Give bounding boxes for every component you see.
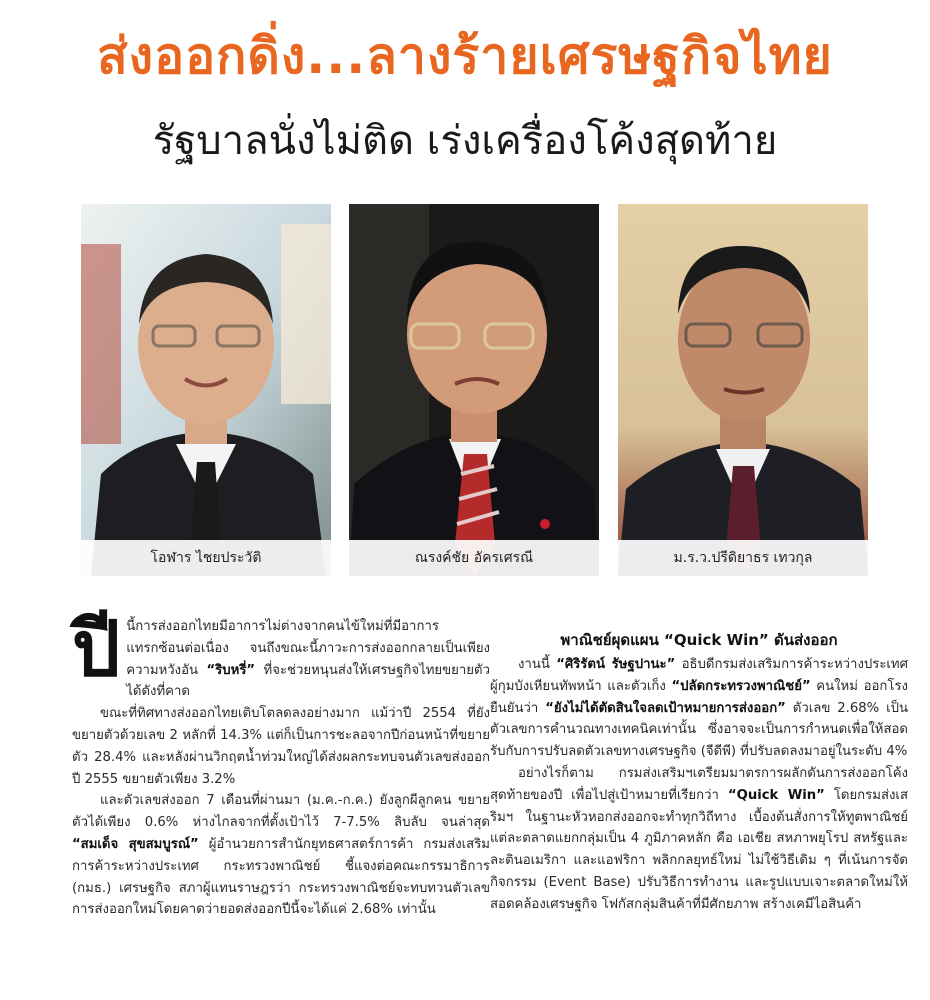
- text-run: คนใหม่ ออกโรงยืนยันว่า: [490, 678, 908, 716]
- text-run: โดยกรมส่งเสริมฯ ในฐานะหัวหอกส่งออกจะทำทุกวิถีทาง เบื้องต้นสั่งการให้ทูตพาณิชย์แต่ละตลาดแยกกลุ่มเป็น 4 ภูมิภาคหลัก คือ เอเชีย สหภาพยุโรป สหรัฐและละตินอเมริกา และแอฟริกา พลิกกลยุทธ์ใหม่ ไม่ใช้วิธีเดิม ๆ ที่เน้นการจัดกิจกรรม (Event Base) ปรับวิธีการทำงาน และรูปแบบเจาะตลาดใหม่ให้สอดคล้องเศรษฐกิจ โฟกัสกลุ่มสินค้าที่มีศักยภาพ สร้างเคมีไอสินค้า: [490, 787, 908, 912]
- article-paragraph: [490, 654, 908, 763]
- emphasis-text: “ริบหรี่”: [206, 662, 256, 678]
- portrait-image: [81, 204, 331, 576]
- section-heading: พาณิชย์ผุดแผน “Quick Win” ดันส่งออก: [560, 631, 838, 649]
- emphasis-text: “Quick Win”: [727, 787, 825, 803]
- photo-narongchai: [349, 204, 599, 576]
- text-run: ที่จะช่วยหนุนส่งให้เศรษฐกิจไทยขยายตัวได้ดังที่คาด: [126, 662, 490, 700]
- article-left-column: [72, 604, 490, 921]
- photo-caption: ณรงค์ชัย อัครเศรณี: [349, 540, 599, 576]
- article-paragraph: [490, 763, 908, 916]
- photo-caption: ม.ร.ว.ปรีดิยาธร เทวกุล: [618, 540, 868, 576]
- text-run: นี้การส่งออกไทยมีอาการไม่ต่างจากคนไข้ใหม่ที่มีอาการแทรกซ้อนต่อเนื่อง จนถึงขณะนี้ภาวะการส่งออกกลายเป็นเพียงความหวังอัน: [126, 619, 490, 678]
- text-run: งานนี้: [518, 657, 557, 672]
- article-right-column: [490, 628, 908, 916]
- photo-olarn: [81, 204, 331, 576]
- portrait-image: [618, 204, 868, 576]
- headline: ส่งออกดิ่ง...ลางร้ายเศรษฐกิจไทย: [97, 27, 833, 85]
- subheadline: รัฐบาลนั่งไม่ติด เร่งเครื่องโค้งสุดท้าย: [152, 118, 778, 164]
- emphasis-text: “ปลัดกระทรวงพาณิชย์”: [671, 678, 811, 694]
- text-run: อธิบดีกรมส่งเสริมการค้าระหว่างประเทศ ผู้กุมบังเหียนทัพหน้า และตัวเก็ง: [490, 657, 908, 694]
- article-paragraph: ขณะที่ทิศทางส่งออกไทยเติบโตลดลงอย่างมาก แม้ว่าปี 2554 ที่ยังขยายตัวด้วยเลข 2 หลักที่ 14.3% แต่ก็เป็นการชะลอจากปีก่อนหน้าที่ขยายตัว 28.4% และหลังผ่านวิกฤตน้ำท่วมใหญ่ได้ส่งผลกระทบจนตัวเลขส่งออกปี 2555 ขยายตัวเพียง 3.2%: [72, 706, 490, 787]
- article-paragraph: [72, 604, 490, 703]
- text-run: อย่างไรก็ตาม กรมส่งเสริมฯเตรียมมาตรการผลักดันการส่งออกโค้งสุดท้ายของปี เพื่อไปสู่เป้าหมายที่เรียกว่า: [490, 765, 908, 803]
- drop-cap: ปี: [72, 604, 121, 693]
- article-paragraph: [72, 790, 490, 921]
- emphasis-text: “ยังไม่ได้ตัดสินใจลดเป้าหมายการส่งออก”: [545, 700, 786, 716]
- photo-caption: โอฬาร ไชยประวัติ: [81, 540, 331, 576]
- emphasis-text: “สมเด็จ สุขสมบูรณ์”: [72, 836, 199, 852]
- text-run: ตัวเลข 2.68% เป็นตัวเลขการคำนวณทางเทคนิคเท่านั้น ซึ่งอาจจะเป็นการกำหนดเพื่อให้สอดรับกับการปรับลดตัวเลขทางเศรษฐกิจ (จีดีพี) ที่ปรับลดลงมาอยู่ในระดับ 4%: [490, 700, 908, 760]
- text-run: และตัวเลขส่งออก 7 เดือนที่ผ่านมา (ม.ค.-ก.ค.) ยังลูกผีลูกคน ขยายตัวได้เพียง 0.6% ห่างไกลจากที่ตั้งเป้าไว้ 7-7.5% ลิบลับ จนล่าสุด: [72, 793, 490, 831]
- portrait-image: [349, 204, 599, 576]
- photo-pridiyathorn: [618, 204, 868, 576]
- text-run: ผู้อำนวยการสำนักยุทธศาสตร์การค้า กรมส่งเสริมการค้าระหว่างประเทศ กระทรวงพาณิชย์ ชี้แจงต่อคณะกรรมาธิการ (กมธ.) เศรษฐกิจ สภาผู้แทนราษฎรว่า กระทรวงพาณิชย์จะทบทวนตัวเลขการส่งออกใหม่โดยคาดว่ายอดส่งออกปีนี้จะได้แค่ 2.68% เท่านั้น: [72, 836, 490, 918]
- emphasis-text: “ศิริรัตน์ รัษฐปานะ”: [556, 657, 676, 672]
